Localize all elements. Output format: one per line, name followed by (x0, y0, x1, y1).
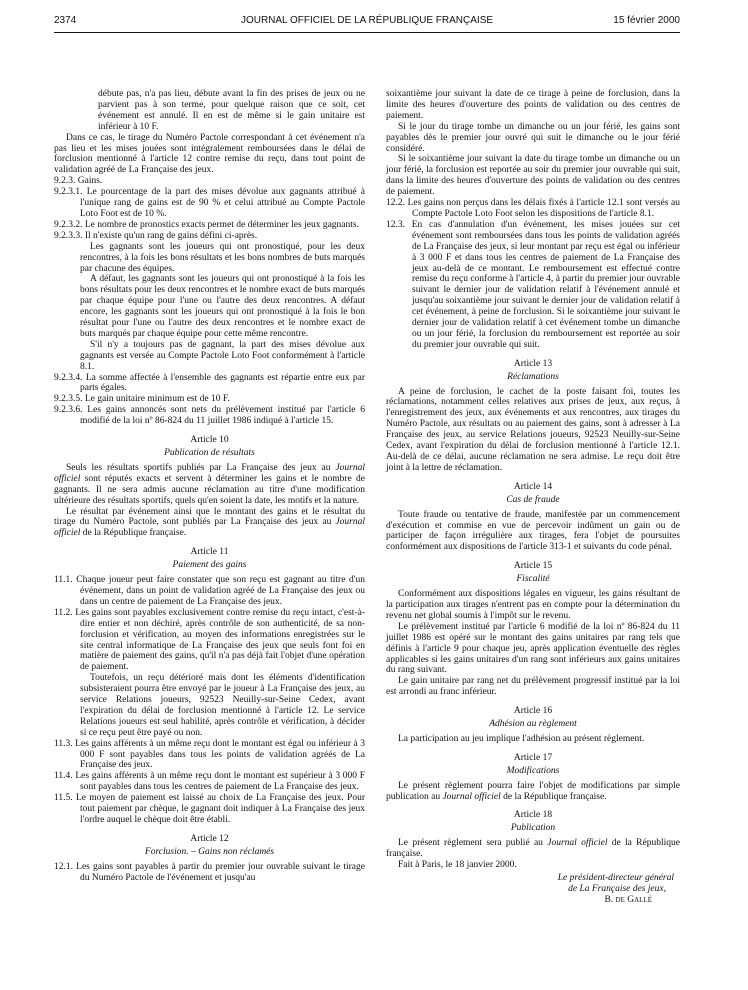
numbered-paragraph: 11.4. Les gains afférents à un même reçu dont le montant est supérieur à 3 000 F sont payables dans tous les centres de paiement de La Française des jeux. (54, 771, 365, 793)
paragraph: Si le jour du tirage tombe un dimanche ou un jour férié, les gains sont payables dès le premier jour ouvré qui suit le dimanche ou le jour férié considéré. (386, 121, 680, 154)
paragraph: A peine de forclusion, le cachet de la poste faisant foi, toutes les réclamations, notamment celles relatives aux prises de jeux, aux reçus, à l'enregistrement des jeux, aux événements et aux rencontres, aux tirages du Numéro Pactole, aux résultats ou au paiement des gains, sont à adresser à La Française des jeux, au service Relations joueurs, 92523 Neuilly-sur-Seine Cedex, avant l'expiration du délai de forclusion mentionné à l'article 12.1. Au-delà de ce délai, aucune réclamation ne sera admise. Le reçu doit être joint à la lettre de réclamation. (386, 386, 680, 473)
text-run: Le présent règlement sera publié au (398, 838, 548, 849)
left-column (54, 89, 365, 884)
article-heading: Article 14 (513, 481, 553, 492)
paragraph: Si le soixantième jour suivant la date du tirage tombe un dimanche ou un jour férié, la forclusion est reportée au soir du premier jour ouvrable qui suit, dans la limite des heures d'ouverture des points de validation ou des centres de paiement. (386, 154, 680, 198)
paragraph: A défaut, les gagnants sont les joueurs qui ont pronostiqué à la fois les bons résultats pour les deux rencontres et le nombre exact de buts marqués par chaque équipe pour l'une ou l'autre des deux rencontres. A défaut encore, les gagnants sont les joueurs qui ont pronostiqué à la fois le bon résultat pour l'une ou l'autre des deux rencontres et le nombre exact de buts marqués par chaque équipe pour cette même rencontre. (80, 274, 365, 339)
header-rule (54, 32, 680, 33)
article-title: Adhésion au règlement (489, 719, 577, 730)
numbered-paragraph: 11.2. Les gains sont payables exclusivement contre remise du reçu intact, c'est-à-dire entier et non déchiré, après contrôle de son authenticité, de sa non-forclusion et vérification, au moyen des informations enregistrées sur le site central informatique de La Française des jeux que seuls font foi en matière de paiement des gains, qu'il n'a pas déjà fait l'objet d'une opération de paiement. (54, 607, 365, 673)
article-heading: Article 15 (513, 561, 553, 572)
journal-reference: Journal officiel (442, 791, 501, 802)
paragraph (54, 507, 365, 540)
article-heading: Article 13 (513, 358, 553, 369)
article-title: Réclamations (507, 371, 559, 382)
article-title: Publication de résultats (164, 448, 255, 458)
paragraph: S'il n'y a toujours pas de gagnant, la part des mises dévolue aux gagnants est versée au Compte Pactole Loto Foot conformément à l'article 8.1. (80, 339, 365, 372)
paragraph: La participation au jeu implique l'adhésion au présent règlement. (398, 733, 645, 744)
text-run: sont réputés exacts et servent à déterminer les gains et le nombre de gagnants. Il ne sera admis aucune réclamation au titre d'une modification ultérieure des résultats sportifs, quels qu'en soient la date, les motifs et la nature. (54, 473, 365, 506)
article-heading: Article 10 (190, 435, 229, 446)
article-heading: Article 17 (513, 752, 553, 763)
numbered-paragraph: 11.1. Chaque joueur peut faire constater que son reçu est gagnant au titre d'un événement, dans un point de validation agréé de La Française des jeux ou dans un centre de paiement de La Française des jeux. (54, 575, 365, 607)
article-heading: Article 12 (190, 833, 229, 844)
paragraph: Toutefois, un reçu détérioré mais dont les éléments d'identification subsisteraient pourra être envoyé par le joueur à La Française des jeux, au service Relations joueurs, 92523 Neuilly-sur-Seine Cedex, avant l'expiration du délai de forclusion mentionné à l'article 12. Le service Relations joueurs est seul habilité, après contrôle et vérification, à décider si ce reçu peut être payé ou non. (80, 673, 365, 738)
paragraph: Toute fraude ou tentative de fraude, manifestée par un commencement d'exécution et commise en vue de percevoir indûment un gain ou de participer de façon irrégulière aux tirages, fera l'objet de poursuites conformément aux dispositions de l'article 313-1 et suivants du code pénal. (386, 509, 680, 553)
article-title: Forclusion. – Gains non réclamés (144, 846, 275, 857)
journal-title: JOURNAL OFFICIEL DE LA RÉPUBLIQUE FRANÇAISE (240, 15, 494, 26)
paragraph: Conformément aux dispositions légales en vigueur, les gains résultant de la participation aux tirages n'entrent pas en compte pour la détermination du revenu net global soumis à l'impôt sur le revenu. (386, 589, 680, 621)
signing-place-date: Fait à Paris, le 18 janvier 2000. (398, 860, 517, 871)
numbered-paragraph: 9.2.3.1. Le pourcentage de la part des mises dévolue aux gagnants attribué à l'unique rang de gains est de 90 % et celui attribué au Compte Pactole Loto Foot est de 10 %. (54, 187, 365, 219)
article-title: Fiscalité (516, 574, 550, 585)
article-heading: Article 18 (513, 810, 553, 821)
page-number: 2374 (54, 15, 77, 26)
page-header (54, 16, 680, 32)
paragraph: débute pas, n'a pas lieu, débute avant la fin des prises de jeux ou ne parvient pas à son terme, pour quelque raison que ce soit, cet événement est annulé. Il en est de même si le gain unitaire est inférieur à 10 F. (98, 89, 365, 132)
article-title: Modifications (506, 765, 560, 776)
text-run: de la République française. (500, 791, 607, 802)
paragraph (386, 781, 680, 803)
article-heading: Article 16 (513, 706, 553, 717)
text-run: Le présent règlement pourra faire l'objet de modifications par simple publication au (386, 780, 680, 802)
paragraph (54, 463, 365, 507)
publication-date: 15 février 2000 (613, 15, 680, 26)
paragraph: Les gagnants sont les joueurs qui ont pronostiqué, pour les deux rencontres, à la fois les bons résultats et les bons nombres de buts marqués par chacune des équipes. (80, 241, 365, 274)
numbered-paragraph: 11.3. Les gains afférents à un même reçu dont le montant est égal ou inférieur à 3 000 F sont payables dans tous les points de validation agréés de La Française des jeux. (54, 738, 365, 771)
article-title: Publication (510, 823, 556, 834)
signatory-title: Le président-directeur général (557, 873, 674, 883)
paragraph: soixantième jour suivant la date de ce tirage à peine de forclusion, dans la limite des heures d'ouverture des points de validation ou des centres de paiement. (386, 89, 680, 121)
section-heading: 9.2.3. Gains. (54, 176, 103, 187)
numbered-paragraph: 12.1. Les gains sont payables à partir du premier jour ouvrable suivant le tirage du Numéro Pactole de l'événement et jusqu'au (54, 861, 365, 883)
text-run: de la République française. (386, 838, 680, 860)
signatory-organization: de La Française des jeux, (568, 883, 666, 894)
paragraph: Le prélèvement institué par l'article 6 modifié de la loi nº 86-824 du 11 juillet 1986 est opéré sur le montant des gains unitaires par rang tels que définis à l'article 9 pour chaque jeu, après application éventuelle des règles applicables si les gains unitaires d'un rang sont inférieurs aux gains unitaires du rang suivant. (386, 621, 680, 676)
text-run: Le résultat par événement ainsi que le montant des gains et le résultat du tirage du Numéro Pactole, sont publiés par La Française des jeux au (54, 506, 365, 528)
text-run: Seuls les résultats sportifs publiés par La Française des jeux au (66, 462, 336, 473)
paragraph: Le gain unitaire par rang net du prélèvement progressif institué par la loi est arrondi au franc inférieur. (386, 676, 680, 698)
numbered-paragraph: 9.2.3.5. Le gain unitaire minimum est de 10 F. (54, 394, 230, 405)
journal-reference: Journal officiel (54, 462, 365, 484)
numbered-paragraph: 12.3. En cas d'annulation d'un événement, les mises jouées sur cet événement sont remboursées dans tous les points de validation agréés de La Française des jeux, si leur montant par reçu est égal ou inférieur à 3 000 F et dans tous les centres de paiement de La Française des jeux au-delà de ce montant. Le remboursement est effectué contre remise du reçu conforme à l'article 4, à partir du premier jour ouvrable suivant le dernier jour de validation relatif à l'événement annulé et jusqu'au soixantième jour suivant le dernier jour de validation relatif à cet événement, à peine de forclusion. Si le soixantième jour suivant le dernier jour de validation relatif à cet événement tombe un dimanche ou un jour férié, la forclusion du remboursement est reportée au soir du premier jour ouvrable qui suit. (386, 219, 680, 350)
article-heading: Article 11 (190, 547, 229, 558)
journal-reference: Journal officiel (547, 838, 608, 849)
article-title: Cas de fraude (506, 494, 560, 505)
numbered-paragraph: 11.5. Le moyen de paiement est laissé au choix de La Française des jeux. Pour tout paiement par chèque, le gagnant doit indiquer à La Française des jeux l'ordre auquel le chèque doit être établi. (54, 793, 365, 825)
paragraph: Dans ce cas, le tirage du Numéro Pactole correspondant à cet événement n'a pas lieu et les mises jouées sont intégralement remboursées dans le délai de forclusion mentionné à l'article 12 contre remise du reçu, dans tout point de validation agréé de La Française des jeux. (54, 132, 365, 176)
signatory-name: B. de Gallé (604, 894, 652, 905)
numbered-paragraph: 9.2.3.4. La somme affectée à l'ensemble des gagnants est répartie entre eux par parts égales. (54, 372, 365, 394)
text-run: de la République française. (80, 528, 187, 539)
right-column (386, 89, 680, 906)
numbered-paragraph: 9.2.3.3. Il n'existe qu'un rang de gains défini ci-après. (54, 230, 258, 241)
numbered-paragraph: 12.2. Les gains non perçus dans les délais fixés à l'article 12.1 sont versés au Compte Pactole Loto Foot selon les dispositions de l'article 8.1. (386, 198, 680, 219)
numbered-paragraph: 9.2.3.2. Le nombre de pronostics exacts permet de déterminer les jeux gagnants. (54, 219, 359, 230)
numbered-paragraph: 9.2.3.6. Les gains annoncés sont nets du prélèvement institué par l'article 6 modifié de la loi nº 86-824 du 11 juillet 1986 indiqué à l'article 15. (54, 405, 365, 427)
journal-reference: Journal officiel (54, 517, 365, 539)
article-title: Paiement des gains (172, 560, 247, 571)
paragraph (386, 838, 680, 860)
